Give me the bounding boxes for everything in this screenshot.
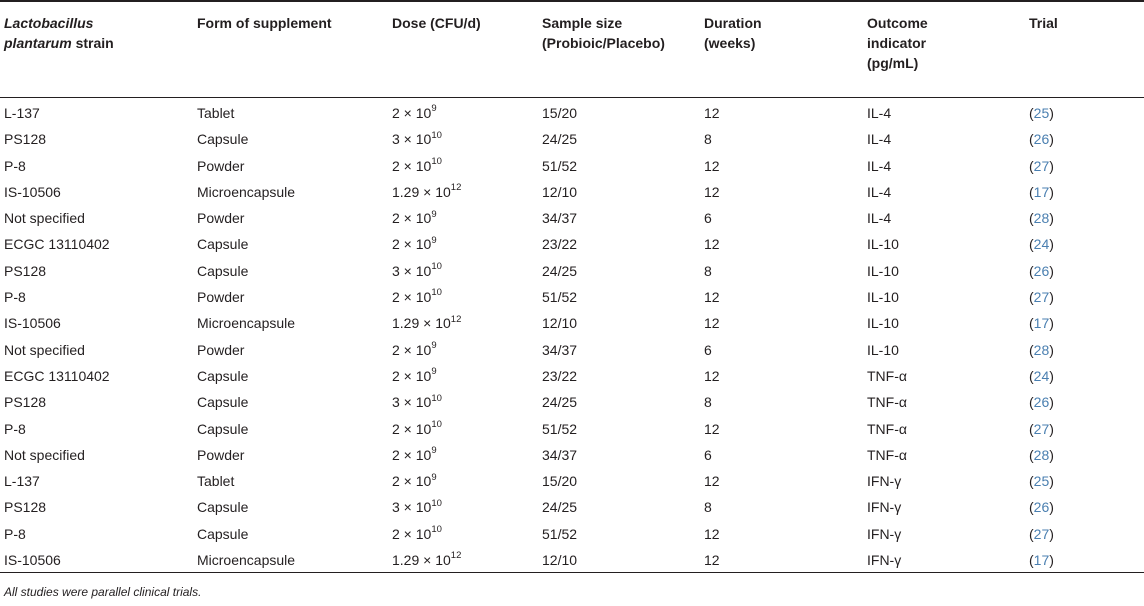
paren-open: ( [1029,210,1034,227]
cell-dose [392,472,437,490]
header-outcome-line2: indicator [867,35,927,51]
cell-form: Microencapsule [197,552,296,569]
cell-outcome: IFN-γ [867,552,902,569]
cell-strain: L-137 [4,473,40,490]
cell-outcome: IFN-γ [867,473,902,490]
cell-duration: 12 [704,289,720,306]
cell-trial [1029,525,1054,543]
paren-open: ( [1029,315,1034,332]
cell-duration: 8 [704,262,712,279]
table-body [0,100,1144,573]
paren-close: ) [1049,262,1054,279]
cell-form: Microencapsule [197,183,296,200]
cell-outcome: IFN-γ [867,499,902,516]
cell-strain: ECGC 13110402 [4,236,110,253]
cell-form: Powder [197,157,245,174]
cell-form: Capsule [197,499,249,516]
cell-dose [392,551,461,569]
table-row [0,521,1144,547]
paren-close: ) [1049,157,1054,174]
cell-outcome: TNF-α [867,394,907,411]
cell-duration: 12 [704,236,720,253]
cell-strain: IS-10506 [4,183,61,200]
cell-duration: 12 [704,315,720,332]
citation-link[interactable]: 27 [1033,420,1050,437]
cell-dose [392,157,442,175]
table-row [0,416,1144,442]
cell-duration: 12 [704,105,720,121]
table-row [0,468,1144,494]
cell-form: Microencapsule [197,315,296,332]
cell-form: Powder [197,289,245,306]
cell-sample-size: 12/10 [542,315,578,332]
paren-close: ) [1049,525,1054,542]
table-row [0,337,1144,363]
cell-strain: Not specified [4,446,85,463]
citation-link[interactable]: 27 [1033,289,1050,306]
paren-close: ) [1049,289,1054,306]
cell-trial [1029,130,1054,148]
header-outcome-line3: (pg/mL) [867,55,919,71]
cell-sample-size: 34/37 [542,446,578,463]
citation-link[interactable]: 28 [1033,210,1050,227]
citation-link[interactable]: 26 [1033,499,1050,516]
citation-link[interactable]: 26 [1033,131,1050,148]
paren-close: ) [1049,105,1054,121]
paren-close: ) [1049,131,1054,148]
table-row [0,310,1144,336]
cell-duration: 6 [704,341,712,358]
paren-open: ( [1029,262,1034,279]
cell-outcome: IL-10 [867,289,899,306]
citation-link[interactable]: 24 [1033,367,1050,384]
header-strain-genus: Lactobacillus [4,15,94,31]
dose-exponent: 10 [431,392,442,404]
cell-strain: IS-10506 [4,552,61,569]
dose-exponent: 12 [450,313,462,325]
cell-strain: ECGC 13110402 [4,367,110,384]
table-row [0,205,1144,231]
citation-link[interactable]: 27 [1033,157,1050,174]
dose-exponent: 10 [431,524,442,536]
cell-strain: PS128 [4,131,47,148]
cell-dose [392,209,437,227]
citation-link[interactable]: 25 [1033,105,1050,121]
cell-dose [392,446,437,464]
cell-dose [392,420,442,438]
cell-sample-size: 51/52 [542,525,578,542]
cell-dose [392,288,442,306]
paren-open: ( [1029,341,1034,358]
paren-close: ) [1049,420,1054,437]
cell-trial [1029,314,1054,332]
cell-dose [392,235,437,253]
cell-sample-size: 24/25 [542,394,578,411]
dose-exponent: 9 [431,234,437,246]
paren-open: ( [1029,420,1034,437]
dose-exponent: 9 [431,340,437,352]
header-strain-species: plantarum [4,35,72,51]
paren-open: ( [1029,157,1034,174]
cell-form: Capsule [197,262,249,279]
paren-close: ) [1049,315,1054,332]
table-row [0,494,1144,520]
header-strain-word: strain [75,35,114,51]
cell-trial [1029,262,1054,280]
cell-trial [1029,157,1054,175]
paren-close: ) [1049,394,1054,411]
cell-dose [392,314,461,332]
dose-base: 1.29 × 10 [392,552,451,569]
table-row [0,153,1144,179]
paren-open: ( [1029,394,1034,411]
cell-sample-size: 23/22 [542,367,578,384]
cell-strain: Not specified [4,210,85,227]
dose-exponent: 12 [450,550,462,562]
table-row [0,363,1144,389]
cell-trial [1029,183,1054,201]
cell-outcome: IL-4 [867,131,892,148]
citation-link[interactable]: 26 [1033,394,1050,411]
cell-sample-size: 15/20 [542,473,578,490]
cell-duration: 8 [704,131,712,148]
cell-strain: Not specified [4,341,85,358]
dose-base: 1.29 × 10 [392,315,451,332]
cell-strain: P-8 [4,525,26,542]
cell-outcome: TNF-α [867,367,907,384]
table-row [0,284,1144,310]
cell-trial [1029,104,1054,122]
header-duration-line2: (weeks) [704,35,756,51]
dose-exponent: 10 [431,497,442,509]
cell-outcome: IL-10 [867,341,899,358]
cell-form: Capsule [197,420,249,437]
cell-duration: 12 [704,183,720,200]
cell-outcome: IL-4 [867,183,892,200]
header-duration-line1: Duration [704,15,762,31]
paren-open: ( [1029,499,1034,516]
cell-duration: 8 [704,499,712,516]
cell-trial [1029,472,1054,490]
cell-outcome: IL-10 [867,236,899,253]
cell-trial [1029,498,1054,516]
header-sample-line1: Sample size [542,15,623,31]
dose-base: 3 × 10 [392,262,432,279]
dose-exponent: 9 [431,471,437,483]
citation-link[interactable]: 25 [1033,473,1050,490]
table-row [0,547,1144,573]
cell-form: Capsule [197,367,249,384]
top-rule [0,0,1144,2]
cell-form: Capsule [197,131,249,148]
paren-open: ( [1029,473,1034,490]
cell-trial [1029,393,1054,411]
paren-close: ) [1049,552,1054,569]
cell-form: Powder [197,341,245,358]
paren-open: ( [1029,525,1034,542]
dose-base: 2 × 10 [392,157,432,174]
cell-strain: P-8 [4,289,26,306]
dose-exponent: 10 [431,155,442,167]
paren-close: ) [1049,210,1054,227]
table-row [0,126,1144,152]
cell-dose [392,525,442,543]
dose-base: 2 × 10 [392,473,432,490]
cell-strain: P-8 [4,157,26,174]
citation-link[interactable]: 17 [1033,183,1050,200]
cell-duration: 12 [704,552,720,569]
cell-outcome: TNF-α [867,446,907,463]
cell-form: Powder [197,210,245,227]
cell-dose [392,183,461,201]
cell-form: Capsule [197,394,249,411]
cell-strain: PS128 [4,499,47,516]
header-outcome [867,13,928,73]
cell-outcome: IL-10 [867,262,899,279]
cell-sample-size: 34/37 [542,210,578,227]
cell-sample-size: 12/10 [542,183,578,200]
dose-base: 2 × 10 [392,367,432,384]
cell-strain: IS-10506 [4,315,61,332]
header-sample-line2: (Probioic/Placebo) [542,35,665,51]
cell-trial [1029,420,1054,438]
cell-duration: 12 [704,473,720,490]
cell-dose [392,130,442,148]
paren-open: ( [1029,131,1034,148]
header-form [197,13,332,33]
dose-base: 1.29 × 10 [392,183,451,200]
cell-duration: 6 [704,210,712,227]
header-dose-label: Dose (CFU/d) [392,15,481,31]
cell-trial [1029,446,1054,464]
cell-dose [392,498,442,516]
cell-duration: 12 [704,367,720,384]
dose-base: 2 × 10 [392,446,432,463]
citation-link[interactable]: 17 [1033,315,1050,332]
cell-trial [1029,209,1054,227]
cell-sample-size: 23/22 [542,236,578,253]
dose-exponent: 10 [431,287,442,299]
cell-sample-size: 24/25 [542,499,578,516]
header-outcome-line1: Outcome [867,15,928,31]
cell-duration: 6 [704,446,712,463]
cell-sample-size: 51/52 [542,157,578,174]
header-trial-label: Trial [1029,15,1058,31]
cell-outcome: IFN-γ [867,525,902,542]
dose-exponent: 9 [431,208,437,220]
citation-link[interactable]: 28 [1033,341,1050,358]
header-duration [704,13,762,53]
paren-close: ) [1049,446,1054,463]
dose-base: 2 × 10 [392,105,432,121]
dose-base: 2 × 10 [392,420,432,437]
paren-open: ( [1029,105,1034,121]
cell-form: Tablet [197,105,235,121]
cell-sample-size: 24/25 [542,262,578,279]
cell-dose [392,393,442,411]
header-sample [542,13,665,53]
table-row [0,258,1144,284]
paren-open: ( [1029,552,1034,569]
cell-duration: 12 [704,420,720,437]
dose-exponent: 10 [431,261,442,273]
cell-sample-size: 15/20 [542,105,578,121]
dose-base: 3 × 10 [392,394,432,411]
dose-exponent: 9 [431,366,437,378]
dose-exponent: 12 [450,182,462,194]
table-footnote: All studies were parallel clinical trials. [4,585,202,599]
cell-form: Powder [197,446,245,463]
header-trial [1029,13,1058,33]
dose-base: 3 × 10 [392,499,432,516]
cell-sample-size: 51/52 [542,420,578,437]
cell-sample-size: 51/52 [542,289,578,306]
cell-form: Tablet [197,473,235,490]
bottom-rule [0,572,1144,573]
header-form-label: Form of supplement [197,15,332,31]
dose-base: 2 × 10 [392,289,432,306]
cell-form: Capsule [197,236,249,253]
cell-dose [392,262,442,280]
cell-duration: 12 [704,157,720,174]
cell-outcome: IL-10 [867,315,899,332]
citation-link[interactable]: 26 [1033,262,1050,279]
cell-form: Capsule [197,525,249,542]
dose-base: 2 × 10 [392,210,432,227]
paren-close: ) [1049,183,1054,200]
cell-trial [1029,551,1054,569]
dose-base: 3 × 10 [392,131,432,148]
cell-dose [392,367,437,385]
table-row [0,442,1144,468]
cell-dose [392,341,437,359]
paren-close: ) [1049,499,1054,516]
paren-open: ( [1029,367,1034,384]
dose-base: 2 × 10 [392,236,432,253]
cell-outcome: IL-4 [867,157,892,174]
paren-close: ) [1049,236,1054,253]
cell-sample-size: 34/37 [542,341,578,358]
table-row [0,100,1144,126]
header-rule [0,97,1144,98]
cell-strain: PS128 [4,394,47,411]
table-row [0,389,1144,415]
dose-base: 2 × 10 [392,341,432,358]
header-strain [4,13,114,53]
paren-open: ( [1029,289,1034,306]
cell-trial [1029,235,1054,253]
cell-strain: L-137 [4,105,40,121]
cell-duration: 12 [704,525,720,542]
cell-sample-size: 12/10 [542,552,578,569]
citation-link[interactable]: 17 [1033,552,1050,569]
cell-trial [1029,288,1054,306]
table-row [0,231,1144,257]
cell-sample-size: 24/25 [542,131,578,148]
cell-trial [1029,341,1054,359]
cell-outcome: IL-4 [867,105,892,121]
dose-exponent: 10 [431,418,442,430]
cell-strain: P-8 [4,420,26,437]
cell-dose [392,104,437,122]
paren-open: ( [1029,446,1034,463]
table-row [0,179,1144,205]
paren-close: ) [1049,341,1054,358]
citation-link[interactable]: 24 [1033,236,1050,253]
cell-outcome: TNF-α [867,420,907,437]
cell-trial [1029,367,1054,385]
header-dose [392,13,481,33]
paren-open: ( [1029,183,1034,200]
citation-link[interactable]: 28 [1033,446,1050,463]
citation-link[interactable]: 27 [1033,525,1050,542]
dose-exponent: 9 [431,103,437,115]
dose-exponent: 9 [431,445,437,457]
paren-open: ( [1029,236,1034,253]
dose-exponent: 10 [431,129,442,141]
paren-close: ) [1049,367,1054,384]
cell-strain: PS128 [4,262,47,279]
cell-duration: 8 [704,394,712,411]
cell-outcome: IL-4 [867,210,892,227]
dose-base: 2 × 10 [392,525,432,542]
paren-close: ) [1049,473,1054,490]
